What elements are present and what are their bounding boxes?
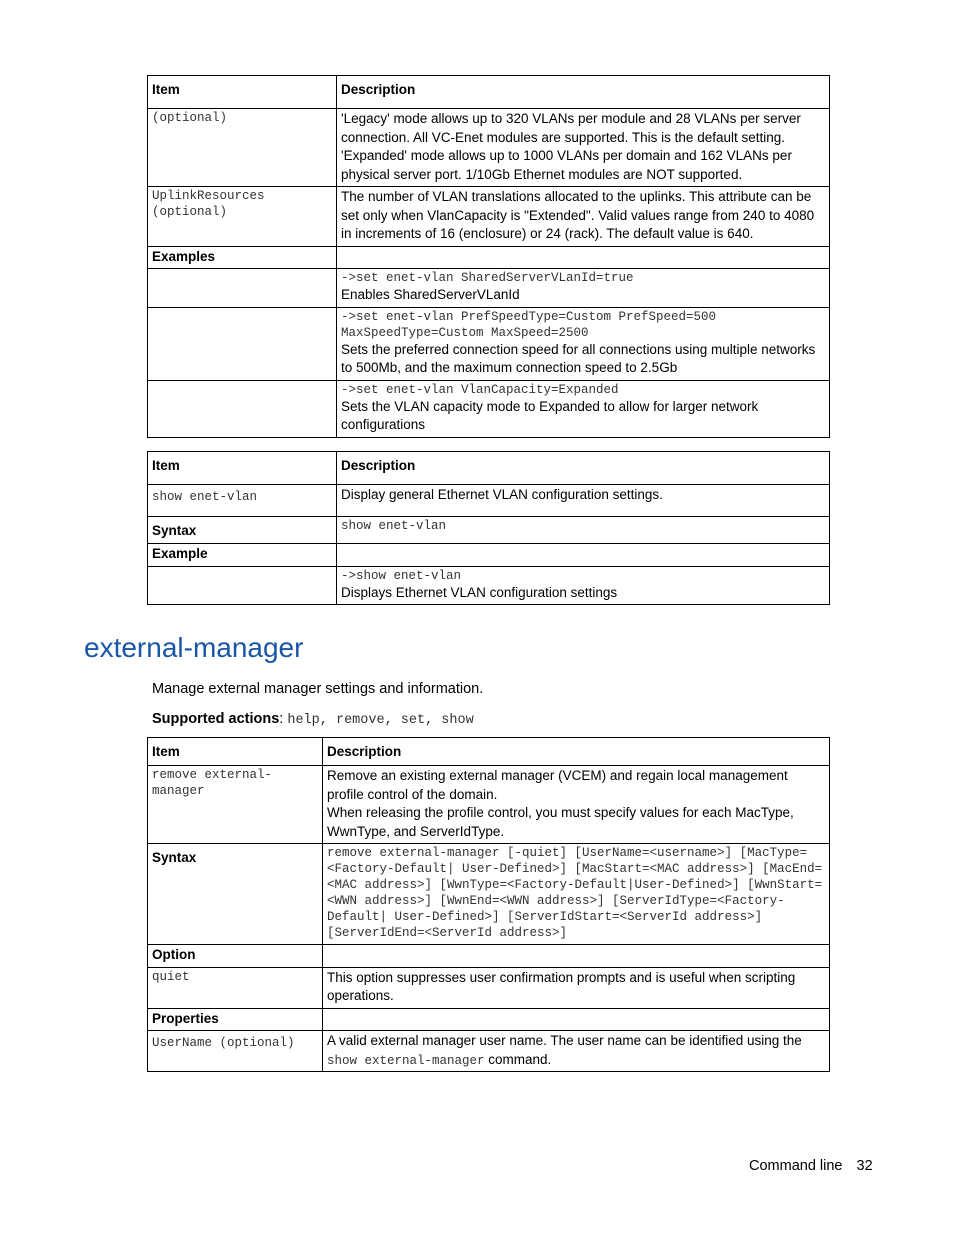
table-row	[148, 485, 830, 517]
property-command: show external-manager	[327, 1053, 485, 1068]
command-description: Display general Ethernet VLAN configuration settings.	[337, 485, 830, 517]
option-label: Option	[148, 945, 323, 968]
properties-label: Properties	[148, 1008, 323, 1031]
table-row	[148, 967, 830, 1008]
set-enet-vlan-table	[147, 75, 830, 438]
example-description: Sets the preferred connection speed for all connections using multiple networks to 500Mb, and the maximum connection speed to 2.5Gb	[341, 341, 816, 375]
section-title: external-manager	[84, 632, 304, 663]
syntax-label: Syntax	[148, 844, 323, 945]
param-description: 'Legacy' mode allows up to 320 VLANs per module and 28 VLANs per server connection. All VC-Enet modules are supported. This is the default setting. 'Expanded' mode allows up to 1000 VLANs per domain and 162 VLANs per physical server port. 1/10Gb Ethernet modules are NOT supported.	[337, 109, 830, 187]
command-description: Remove an existing external manager (VCEM) and regain local management profile control of the domain.	[327, 768, 788, 802]
header-description: Description	[337, 452, 830, 485]
syntax-code: remove external-manager [-quiet] [UserName=<username>] [MacType=<Factory-Default| User-Defined>] [MacStart=<MAC address>] [MacEnd=<MAC address>] [WwnType=<Factory-Default|User-Defined>] [WwnStart=<WWN address>] [WwnEnd=<WWN address>] [ServerIdType=<Factory-Default| User-Defined>] [ServerIdStart=<ServerId address>] [ServerIdEnd=<ServerId address>]	[327, 846, 823, 940]
page-number: 32	[856, 1158, 873, 1174]
command-name: show enet-vlan	[152, 490, 258, 504]
supported-actions: Supported actions: help, remove, set, show	[152, 711, 474, 728]
header-item: Item	[148, 738, 323, 766]
table-row	[148, 517, 830, 544]
syntax-code: show enet-vlan	[341, 519, 447, 533]
header-item: Item	[148, 452, 337, 485]
example-label: Example	[148, 544, 337, 567]
table-row	[148, 269, 830, 308]
syntax-label: Syntax	[148, 517, 337, 544]
examples-label: Examples	[148, 246, 337, 269]
property-description-end: command.	[484, 1051, 552, 1067]
table-row	[148, 844, 830, 945]
param-name: (optional)	[152, 111, 228, 125]
supported-actions-list: help, remove, set, show	[287, 713, 474, 728]
example-code: ->set enet-vlan VlanCapacity=Expanded	[341, 382, 619, 397]
example-code: ->show enet-vlan	[341, 568, 462, 583]
page-footer	[749, 1158, 873, 1174]
header-item: Item	[148, 76, 337, 109]
option-description: This option suppresses user confirmation prompts and is useful when scripting operations.	[323, 967, 830, 1008]
supported-actions-label: Supported actions	[152, 711, 280, 727]
param-description: The number of VLAN translations allocated to the uplinks. This attribute can be set only when VlanCapacity is "Extended". Valid values range from 240 to 4080 in increments of 16 (enclosure) or 24 (rack). The default value is 640.	[337, 187, 830, 247]
table-row	[148, 566, 830, 605]
example-code: ->set enet-vlan SharedServerVLanId=true	[341, 271, 634, 285]
command-name: remove external-manager	[152, 768, 273, 798]
table-row	[148, 766, 830, 844]
footer-section: Command line	[749, 1158, 843, 1174]
property-description: A valid external manager user name. The user name can be identified using the	[327, 1033, 802, 1048]
example-description: Displays Ethernet VLAN configuration settings	[341, 584, 618, 600]
table-row	[148, 380, 830, 437]
section-intro: Manage external manager settings and information.	[152, 681, 484, 697]
header-description: Description	[323, 738, 830, 766]
example-description: Sets the VLAN capacity mode to Expanded to allow for larger network configurations	[341, 398, 759, 432]
show-enet-vlan-table	[147, 451, 830, 605]
param-name: UplinkResources (optional)	[152, 189, 265, 219]
example-code: ->set enet-vlan PrefSpeedType=Custom PrefSpeed=500 MaxSpeedType=Custom MaxSpeed=2500	[341, 309, 717, 340]
table-row	[148, 307, 830, 380]
table-row	[148, 1031, 830, 1072]
header-description: Description	[337, 76, 830, 109]
example-description: Enables SharedServerVLanId	[341, 287, 520, 302]
table-row	[148, 109, 830, 187]
table-row	[148, 187, 830, 247]
property-name: UserName (optional)	[152, 1036, 295, 1050]
remove-external-manager-table	[147, 737, 830, 1072]
command-note: When releasing the profile control, you must specify values for each MacType, WwnType, and ServerIdType.	[327, 805, 794, 839]
option-name: quiet	[152, 969, 190, 984]
